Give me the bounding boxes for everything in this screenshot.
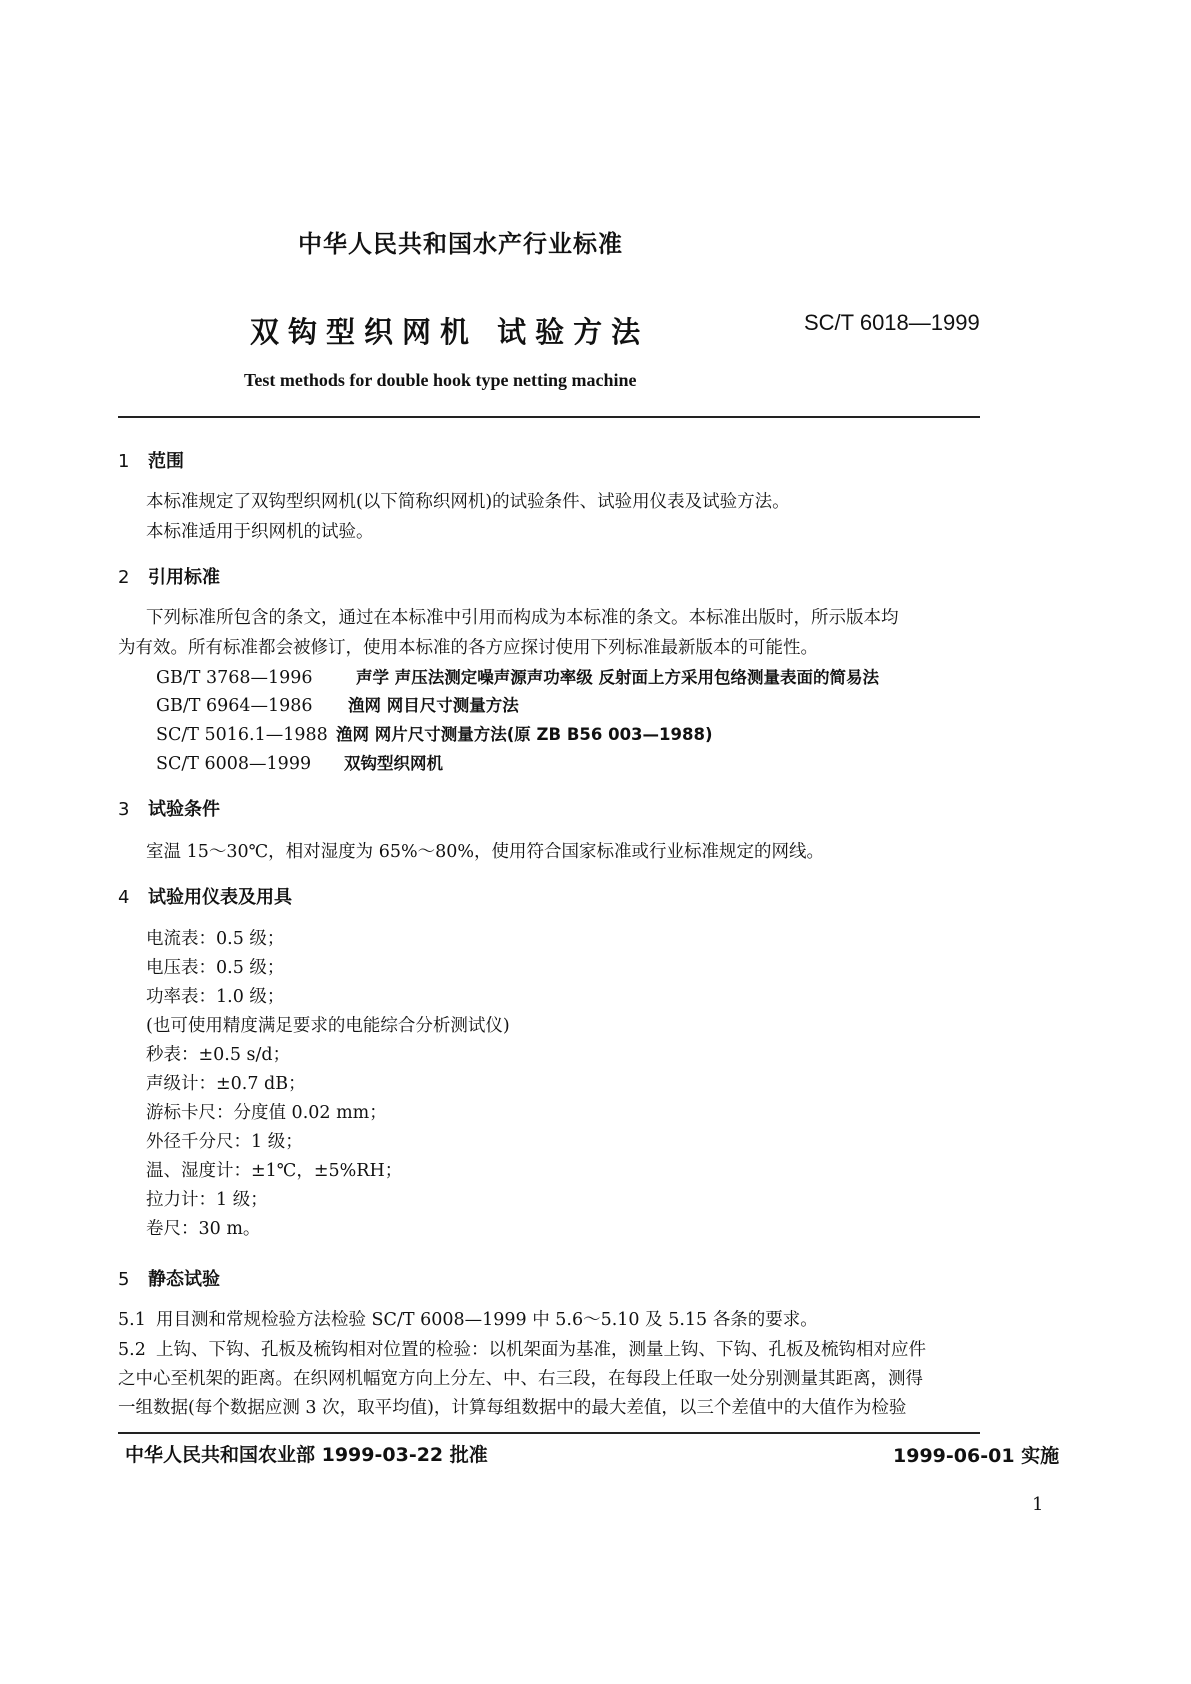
paragraph: 本标准适用于织网机的试验。: [146, 522, 374, 542]
instrument-item: 电流表：0.5 级；: [146, 929, 285, 949]
reference-code: GB/T 3768—1996: [156, 668, 313, 688]
issuing-authority-heading: 中华人民共和国水产行业标准: [298, 230, 623, 258]
instrument-item: 功率表：1.0 级；: [146, 987, 285, 1007]
section-title: 范围: [148, 451, 184, 472]
section-number: 5: [118, 1269, 130, 1290]
clause-text-continued: 之中心至机架的距离。在织网机幅宽方向上分左、中、右三段，在每段上任取一处分别测量其距离，测得: [118, 1369, 923, 1389]
instrument-item: 电压表：0.5 级；: [146, 958, 285, 978]
reference-code: SC/T 5016.1—1988: [156, 725, 328, 745]
clause-text-continued: 一组数据(每个数据应测 3 次，取平均值)，计算每组数据中的最大差值，以三个差值中的大值作为检验: [118, 1398, 907, 1418]
document-title-cn: 双钩型织网机 试验方法: [250, 315, 650, 349]
clause-number: 5.2: [118, 1340, 146, 1360]
clause-number: 5.1: [118, 1310, 146, 1330]
approval-date: 中华人民共和国农业部 1999-03-22 批准: [125, 1444, 488, 1466]
section-4-heading: [118, 883, 292, 909]
section-number: 3: [118, 799, 130, 820]
instrument-item: 秒表：±0.5 s/d；: [146, 1045, 291, 1065]
instrument-item: 拉力计：1 级；: [146, 1190, 268, 1210]
section-2-heading: [118, 563, 220, 589]
reference-title: 渔网 网目尺寸测量方法: [348, 696, 519, 715]
reference-item: [156, 749, 443, 779]
section-3-heading: [118, 795, 220, 821]
instrument-item: (也可使用精度满足要求的电能综合分析测试仪): [146, 1016, 510, 1036]
reference-item: [156, 720, 713, 750]
section-title: 静态试验: [148, 1269, 220, 1290]
section-title: 引用标准: [148, 567, 220, 588]
footer-divider: [118, 1432, 980, 1434]
reference-code: GB/T 6964—1986: [156, 696, 313, 716]
section-1-heading: [118, 447, 184, 473]
section-number: 4: [118, 887, 130, 908]
clause-text: 上钩、下钩、孔板及梳钩相对位置的检验：以机架面为基准，测量上钩、下钩、孔板及梳钩相对应件: [156, 1340, 926, 1360]
clause-5-1: [118, 1305, 818, 1335]
standard-number: SC/T 6018—1999: [804, 310, 980, 335]
instrument-item: 卷尺：30 m。: [146, 1219, 261, 1239]
section-number: 2: [118, 567, 130, 588]
clause-5-2: [118, 1335, 926, 1365]
section-5-heading: [118, 1265, 220, 1291]
document-title-en: Test methods for double hook type netting machine: [244, 370, 637, 390]
reference-title: 声学 声压法测定噪声源声功率级 反射面上方采用包络测量表面的简易法: [356, 668, 879, 687]
header-divider: [118, 416, 980, 418]
section-title: 试验条件: [148, 799, 220, 820]
page-number: 1: [1032, 1494, 1044, 1515]
paragraph: 本标准规定了双钩型织网机(以下简称织网机)的试验条件、试验用仪表及试验方法。: [146, 492, 790, 512]
paragraph: 下列标准所包含的条文，通过在本标准中引用而构成为本标准的条文。本标准出版时，所示版本均: [146, 608, 899, 628]
implementation-date: 1999-06-01 实施: [893, 1445, 1060, 1467]
instrument-item: 温、湿度计：±1℃，±5%RH；: [146, 1161, 403, 1181]
section-title: 试验用仪表及用具: [148, 887, 292, 908]
paragraph: 为有效。所有标准都会被修订，使用本标准的各方应探讨使用下列标准最新版本的可能性。: [118, 638, 818, 658]
paragraph: 室温 15～30℃，相对湿度为 65%～80%，使用符合国家标准或行业标准规定的网线。: [146, 842, 825, 862]
section-number: 1: [118, 451, 130, 472]
instrument-item: 游标卡尺：分度值 0.02 mm；: [146, 1103, 387, 1123]
reference-title: 渔网 网片尺寸测量方法(原 ZB B56 003—1988): [336, 725, 713, 744]
instrument-item: 外径千分尺：1 级；: [146, 1132, 303, 1152]
reference-item: [156, 691, 519, 721]
instrument-item: 声级计：±0.7 dB；: [146, 1074, 306, 1094]
clause-text: 用目测和常规检验方法检验 SC/T 6008—1999 中 5.6～5.10 及 5.15 各条的要求。: [156, 1310, 818, 1330]
reference-code: SC/T 6008—1999: [156, 754, 312, 774]
reference-item: [156, 663, 879, 693]
reference-title: 双钩型织网机: [344, 754, 443, 773]
